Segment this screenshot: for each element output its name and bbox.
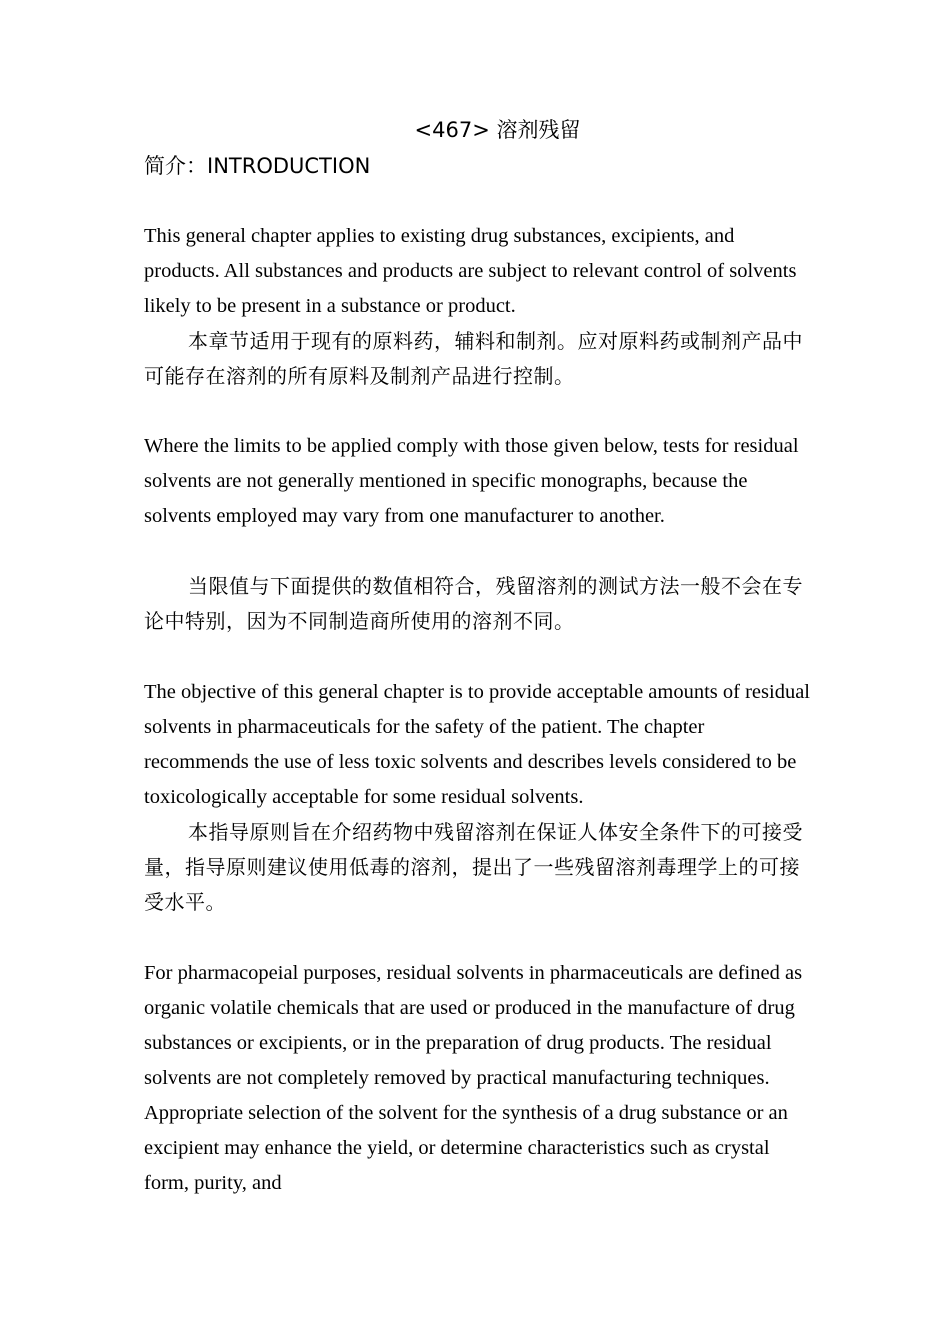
paragraph-3-english: The objective of this general chapter is to provide acceptable amounts of residual solvents in pharmaceuticals for the safety of the patient. The chapter recommends the use of less toxic solvents and describes levels considered to be toxicologically acceptable for some residual solvents. [144, 681, 810, 808]
paragraph-4-english: For pharmacopeial purposes, residual solvents in pharmaceuticals are defined as organic volatile chemicals that are used or produced in the manufacture of drug substances or excipients, or in the preparation of drug products. The residual solvents are not completely removed by practical manufacturing techniques. Appropriate selection of the solvent for the synthesis of a drug substance or an excipient may enhance the yield, or determine characteristics such as crystal form, purity, and [144, 962, 803, 1194]
section-heading-text: 简介：INTRODUCTION [144, 154, 371, 178]
document-title: <467> 溶剂残留 [414, 118, 581, 142]
paragraph-2-english: Where the limits to be applied comply with those given below, tests for residual solvents are not generally mentioned in specific monographs, because the solvents employed may vary from one manufacturer to another. [144, 435, 799, 527]
section-heading [144, 152, 370, 180]
paragraph-3-chinese: 本指导原则旨在介绍药物中残留溶剂在保证人体安全条件下的可接受量，指导原则建议使用低毒的溶剂，提出了一些残留溶剂毒理学上的可接受水平。 [144, 820, 803, 914]
paragraph-1-english: This general chapter applies to existing drug substances, excipients, and products. All substances and products are subject to relevant control of solvents likely to be present in a substance or product. [144, 225, 797, 317]
paragraph-1-chinese: 本章节适用于现有的原料药，辅料和制剂。应对原料药或制剂产品中可能存在溶剂的所有原料及制剂产品进行控制。 [144, 329, 803, 388]
paragraph-2-chinese: 当限值与下面提供的数值相符合，残留溶剂的测试方法一般不会在专论中特别，因为不同制造商所使用的溶剂不同。 [144, 574, 803, 633]
